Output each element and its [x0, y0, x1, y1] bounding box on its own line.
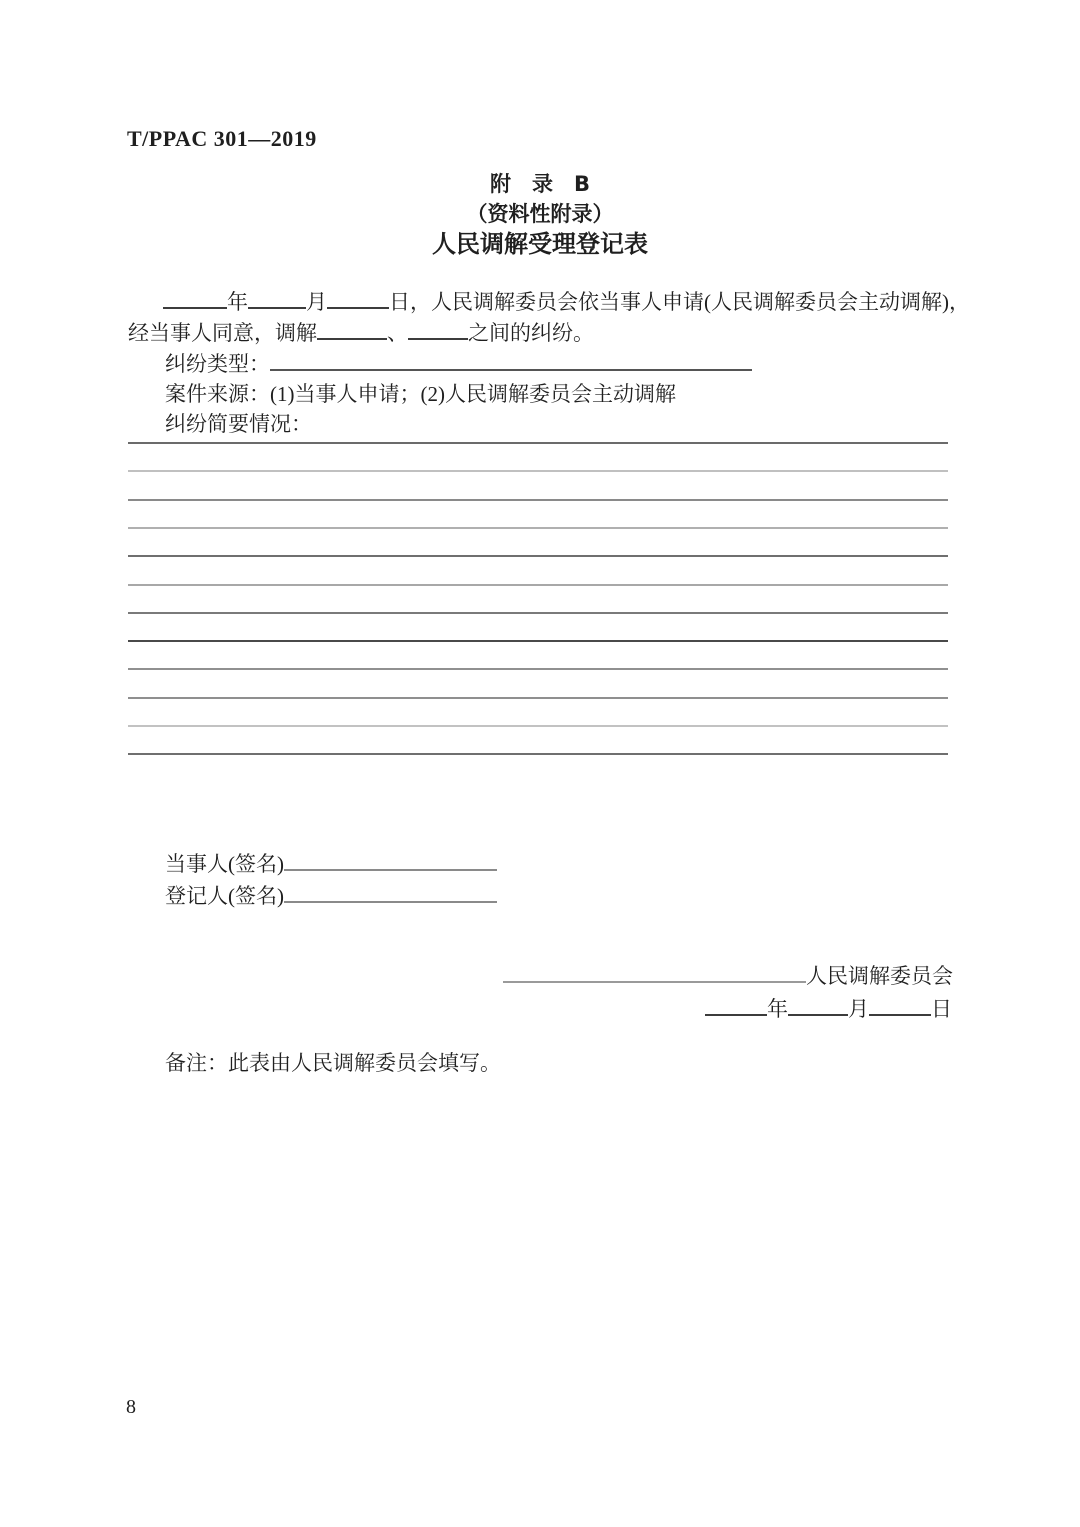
committee-name-blank-field: [503, 960, 806, 983]
page-number: 8: [126, 1396, 136, 1418]
registrar-signature-row: [165, 880, 497, 910]
day-blank-field: [327, 286, 389, 309]
dispute-type-label: 纠纷类型：: [165, 352, 270, 376]
footer-month-blank-field: [788, 993, 848, 1016]
summary-ruled-line: [128, 725, 948, 727]
party-signature-label: 当事人(签名): [165, 852, 284, 876]
year-blank-field: [163, 286, 227, 309]
case-source-value: (1)当事人申请；(2)人民调解委员会主动调解: [270, 382, 676, 406]
appendix-subheading: （资料性附录）: [466, 202, 614, 226]
form-note: 备注：此表由人民调解委员会填写。: [165, 1051, 501, 1075]
dispute-summary-label: 纠纷简要情况：: [165, 412, 312, 436]
standard-code: T/PPAC 301—2019: [127, 126, 317, 151]
intro-line2-suffix: 之间的纠纷。: [468, 321, 594, 345]
dispute-summary-row: [165, 408, 312, 438]
party-b-blank-field: [408, 317, 468, 340]
summary-ruled-line: [128, 753, 948, 755]
appendix-heading: 附 录 B: [489, 172, 590, 196]
month-blank-field: [248, 286, 306, 309]
summary-ruled-line: [128, 612, 948, 614]
summary-ruled-line: [128, 584, 948, 586]
year-label: 年: [227, 290, 248, 314]
footer-year-blank-field: [705, 993, 767, 1016]
party-signature-row: [165, 848, 497, 878]
footer-day-label: 日: [931, 997, 952, 1021]
registrar-signature-label: 登记人(签名): [165, 884, 284, 908]
footer-month-label: 月: [848, 997, 869, 1021]
summary-ruled-line: [128, 555, 948, 557]
summary-ruled-line: [128, 527, 948, 529]
intro-line2-prefix: 经当事人同意，调解: [128, 321, 317, 345]
dispute-type-blank-field: [270, 348, 752, 371]
summary-ruled-line: [128, 697, 948, 699]
footer-day-blank-field: [869, 993, 931, 1016]
intro-line-1: [163, 286, 970, 316]
party-a-blank-field: [317, 317, 387, 340]
day-label: 日: [389, 290, 410, 314]
case-source-label: 案件来源：: [165, 382, 270, 406]
footer-date-row: [705, 993, 952, 1023]
summary-ruled-line: [128, 668, 948, 670]
intro-line-2: [128, 317, 594, 347]
intro-after-date-text: ，人民调解委员会依当事人申请(人民调解委员会主动调解)，: [410, 290, 970, 314]
party-signature-blank-field: [284, 848, 497, 871]
footer-year-label: 年: [767, 997, 788, 1021]
summary-ruled-line: [128, 442, 948, 444]
month-label: 月: [306, 290, 327, 314]
form-title: 人民调解受理登记表: [432, 230, 648, 258]
case-source-row: [165, 378, 676, 408]
committee-suffix-label: 人民调解委员会: [806, 964, 953, 988]
dispute-type-row: [165, 348, 752, 378]
summary-ruled-line: [128, 499, 948, 501]
summary-ruled-line: [128, 470, 948, 472]
committee-signature-row: [503, 960, 953, 990]
intro-line2-separator: 、: [387, 321, 408, 345]
registrar-signature-blank-field: [284, 880, 497, 903]
summary-ruled-line: [128, 640, 948, 642]
